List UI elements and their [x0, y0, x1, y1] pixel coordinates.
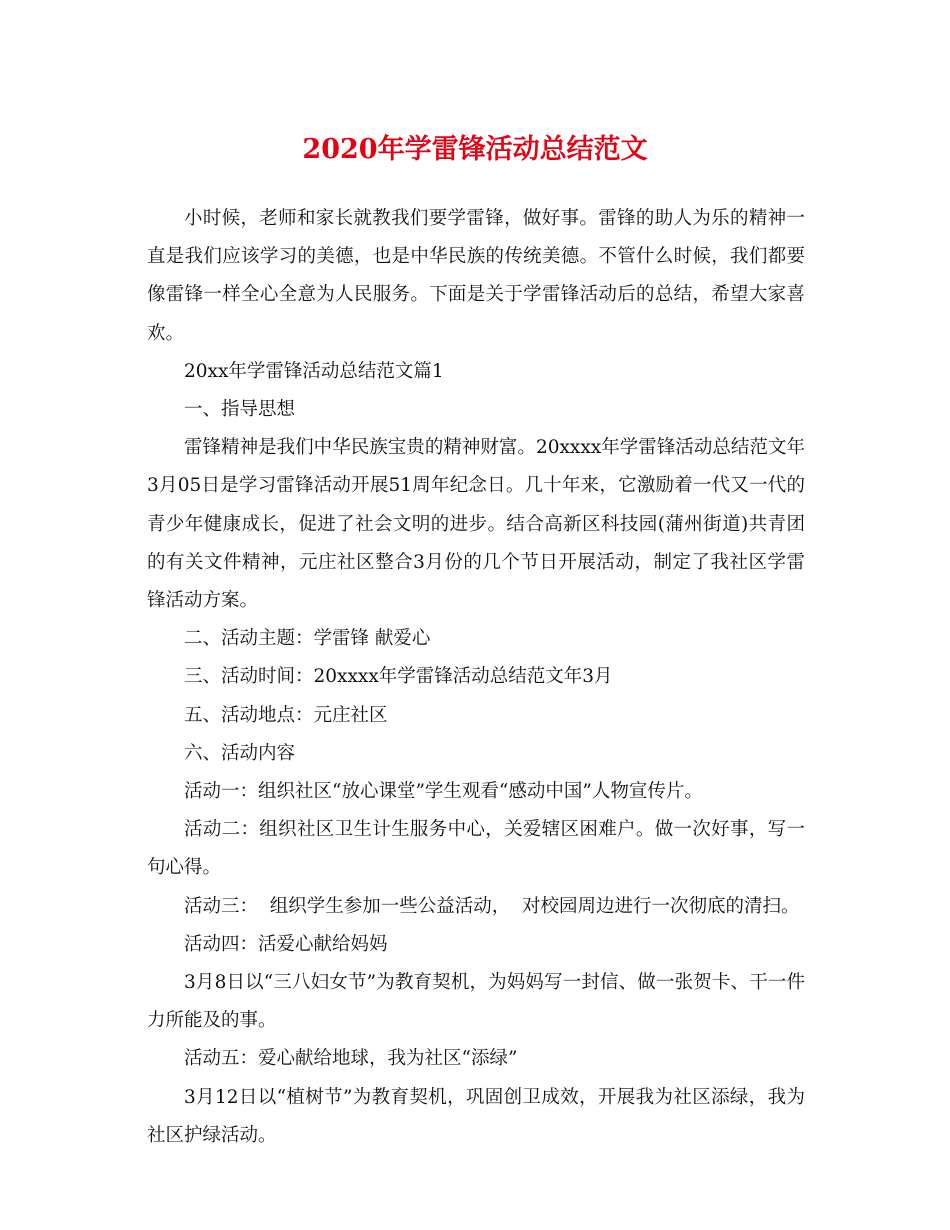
activity-four: 活动四：活爱心献给妈妈	[184, 933, 388, 955]
section-heading: 20xx年学雷锋活动总结范文篇1	[184, 360, 444, 382]
activity-time: 三、活动时间：20xxxx年学雷锋活动总结范文年3月	[184, 666, 613, 688]
intro-paragraph: 小时候，老师和家长就教我们要学雷锋，做好事。雷锋的助人为乐的精神一直是我们应该学习的美德，也是中华民族的传统美德。不管什么时候，我们都要像雷锋一样全心全意为人民服务。下面是关于学雷锋活动后的总结，希望大家喜欢。	[147, 208, 805, 344]
activity-content-heading: 六、活动内容	[184, 742, 296, 764]
guiding-ideology-heading: 一、指导思想	[184, 399, 296, 421]
womens-day-paragraph: 3月8日以“三八妇女节”为教育契机，为妈妈写一封信、做一张贺卡、干一件力所能及的事。	[147, 972, 805, 1032]
document-body	[147, 200, 805, 1155]
activity-two: 活动二：组织社区卫生计生服务中心，关爱辖区困难户。做一次好事，写一句心得。	[147, 819, 805, 879]
guiding-ideology-paragraph: 雷锋精神是我们中华民族宝贵的精神财富。20xxxx年学雷锋活动总结范文年3月05日是学习雷锋活动开展51周年纪念日。几十年来，它激励着一代又一代的青少年健康成长，促进了社会文明的进步。结合高新区科技园(蒲州街道)共青团的有关文件精神，元庄社区整合3月份的几个节日开展活动，制定了我社区学雷锋活动方案。	[147, 437, 805, 612]
document-title: 2020年学雷锋活动总结范文	[302, 134, 648, 165]
activity-five: 活动五：爱心献给地球，我为社区“添绿”	[184, 1048, 518, 1070]
arbor-day-paragraph: 3月12日以“植树节”为教育契机，巩固创卫成效，开展我为社区添绿，我为社区护绿活动。	[147, 1086, 805, 1146]
activity-theme: 二、活动主题：学雷锋 献爱心	[184, 628, 431, 650]
activity-location: 五、活动地点：元庄社区	[184, 704, 388, 726]
activity-one: 活动一：组织社区“放心课堂”学生观看“感动中国”人物宣传片。	[184, 781, 703, 803]
activity-three: 活动三： 组织学生参加一些公益活动， 对校园周边进行一次彻底的清扫。	[184, 895, 800, 917]
